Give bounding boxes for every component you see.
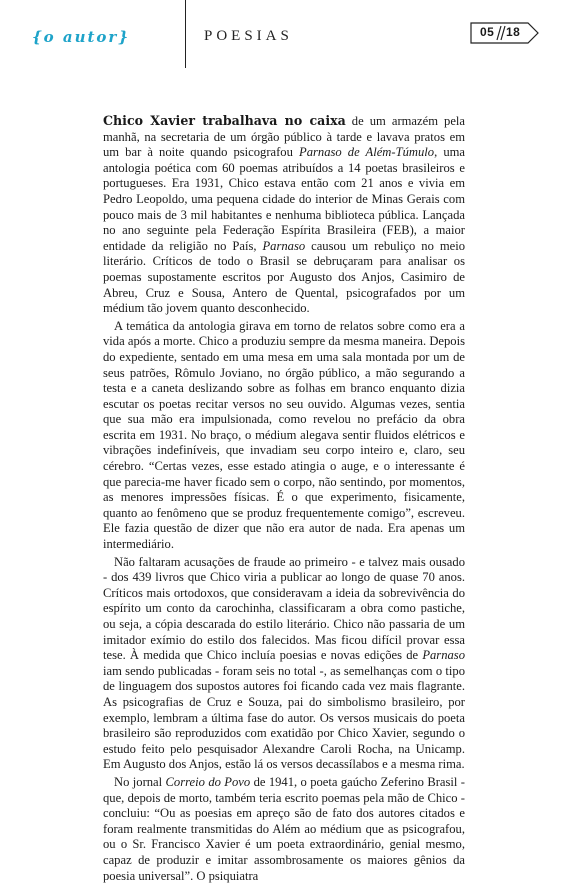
text-run: iam sendo publicadas - foram seis no total -, as semelhanças com o tipo de linguagem dos supostos autores foi ficando cada vez mais flagrante. As psicografias de Cruz e Souza, pai do simbolismo brasileiro, por exemplo, lembram a última fase do autor. Os versos musicais do poeta brasileiro são reproduzidos com exatidão por Chico Xavier, segundo o estudo feito pelo pesquisador Alexandre Caroli Rocha, na Unicamp. Em Augusto dos Anjos, estão lá os versos decassílabos e a mesma rima. [103,663,465,772]
author-tag: {o autor} [32,28,130,46]
text-run: causou um rebuliço no meio literário. Críticos de todo o Brasil se debruçaram para analisar os poemas supostamente escritos por Augusto dos Anjos, Casimiro de Abreu, Cruz e Sousa, Antero de Quental, psicografados por um médium tão jovem quanto desconhecido. [103,238,465,316]
paragraph-2: A temática da antologia girava em torno de relatos sobre como era a vida após a morte. Chico a produziu sempre da mesma maneira. Depois do expediente, sentado em uma mesa em uma sala montada por um de seus patrões, Rômulo Joviano, no órgão público, a mão segurando a testa e a caneta deslizando sobre as folhas em branco enquanto dizia escutar os poetas recitar versos no seu ouvido. Algumas vezes, sentia que sua mão era impulsionada, como revelou no prefácio da obra escrita em 1931. No braço, o médium alegava sentir fluidos elétricos e vibrações indefiníveis, que invadiam seu corpo inteiro e, claro, seu cérebro. “Certas vezes, esse estado atingia o auge, e o interessante é que parecia-me haver ficado sem o corpo, não sentindo, por momentos, as menores impressões físicas. É o que experimento, fisicamente, quanto ao fenômeno que se produz frequentemente comigo”, escreveu. Ele fazia questão de dizer que não era autor de nada. Era apenas um intermediário. [103,318,465,552]
page-indicator [468,22,540,44]
text-run: de um armazém pela manhã, na secretaria de um órgão público à tarde e lavava pratos em um bar à noite quando psicografou [103,114,465,160]
article-body [103,113,465,886]
paragraph-3 [103,555,465,773]
lead-in: Chico Xavier trabalhava no caixa [103,113,346,128]
book-title: Parnaso [262,238,306,253]
book-title: Parnaso de Além-Túmulo [299,145,435,160]
text-run: Não faltaram acusações de fraude ao primeiro - e talvez mais ousado - dos 439 livros que Chico viria a publicar ao longo de quase 70 anos. Críticos mais ortodoxos, que consideravam a ideia da sobrevivência do espírito um conto da carochinha, classificaram a obra como pastiche, ou seja, a cópia descarada do estilo literário. Chico não passaria de um imitador exímio do estilo dos falecidos. Mas ficou difícil provar essa tese. À medida que Chico incluía poesias e novas edições de [103,554,465,663]
book-title: Parnaso [422,648,465,663]
page-header [0,0,567,68]
text-run: de 1941, o poeta gaúcho Zeferino Brasil - que, depois de morto, também teria escrito poemas pela mão de Chico - concluiu: “Ou as poesias em apreço são de fato dos autores citados e foram realmente transmitidas do Além ao médium que as psicografou, ou o Sr. Francisco Xavier é um poeta extraordinário, genial mesmo, capaz de produzir e imitar assombrosamente os maiores gênios da poesia universal”. O psiquiatra [103,774,465,883]
newspaper-title: Correio do Povo [165,774,251,789]
current-page-number: 05 [480,25,495,39]
header-divider [185,0,186,68]
paragraph-1 [103,113,465,317]
section-title: POESIAS [204,28,293,44]
text-run: No jornal [114,774,166,789]
page-badge-frame [468,22,540,44]
paragraph-4 [103,775,465,884]
total-pages-number: 18 [506,25,521,39]
text-run: , uma antologia poética com 60 poemas atribuídos a 14 poetas brasileiros e portugueses. Era 1931, Chico estava então com 21 anos e vivia em Pedro Leopoldo, uma pequena cidade do interior de Minas Gerais com pouco mais de 3 mil habitantes e nenhuma biblioteca pública. Lançada no ano seguinte pela Federação Espírita Brasileira (FEB), a maior entidade da religião no País, [103,145,465,253]
